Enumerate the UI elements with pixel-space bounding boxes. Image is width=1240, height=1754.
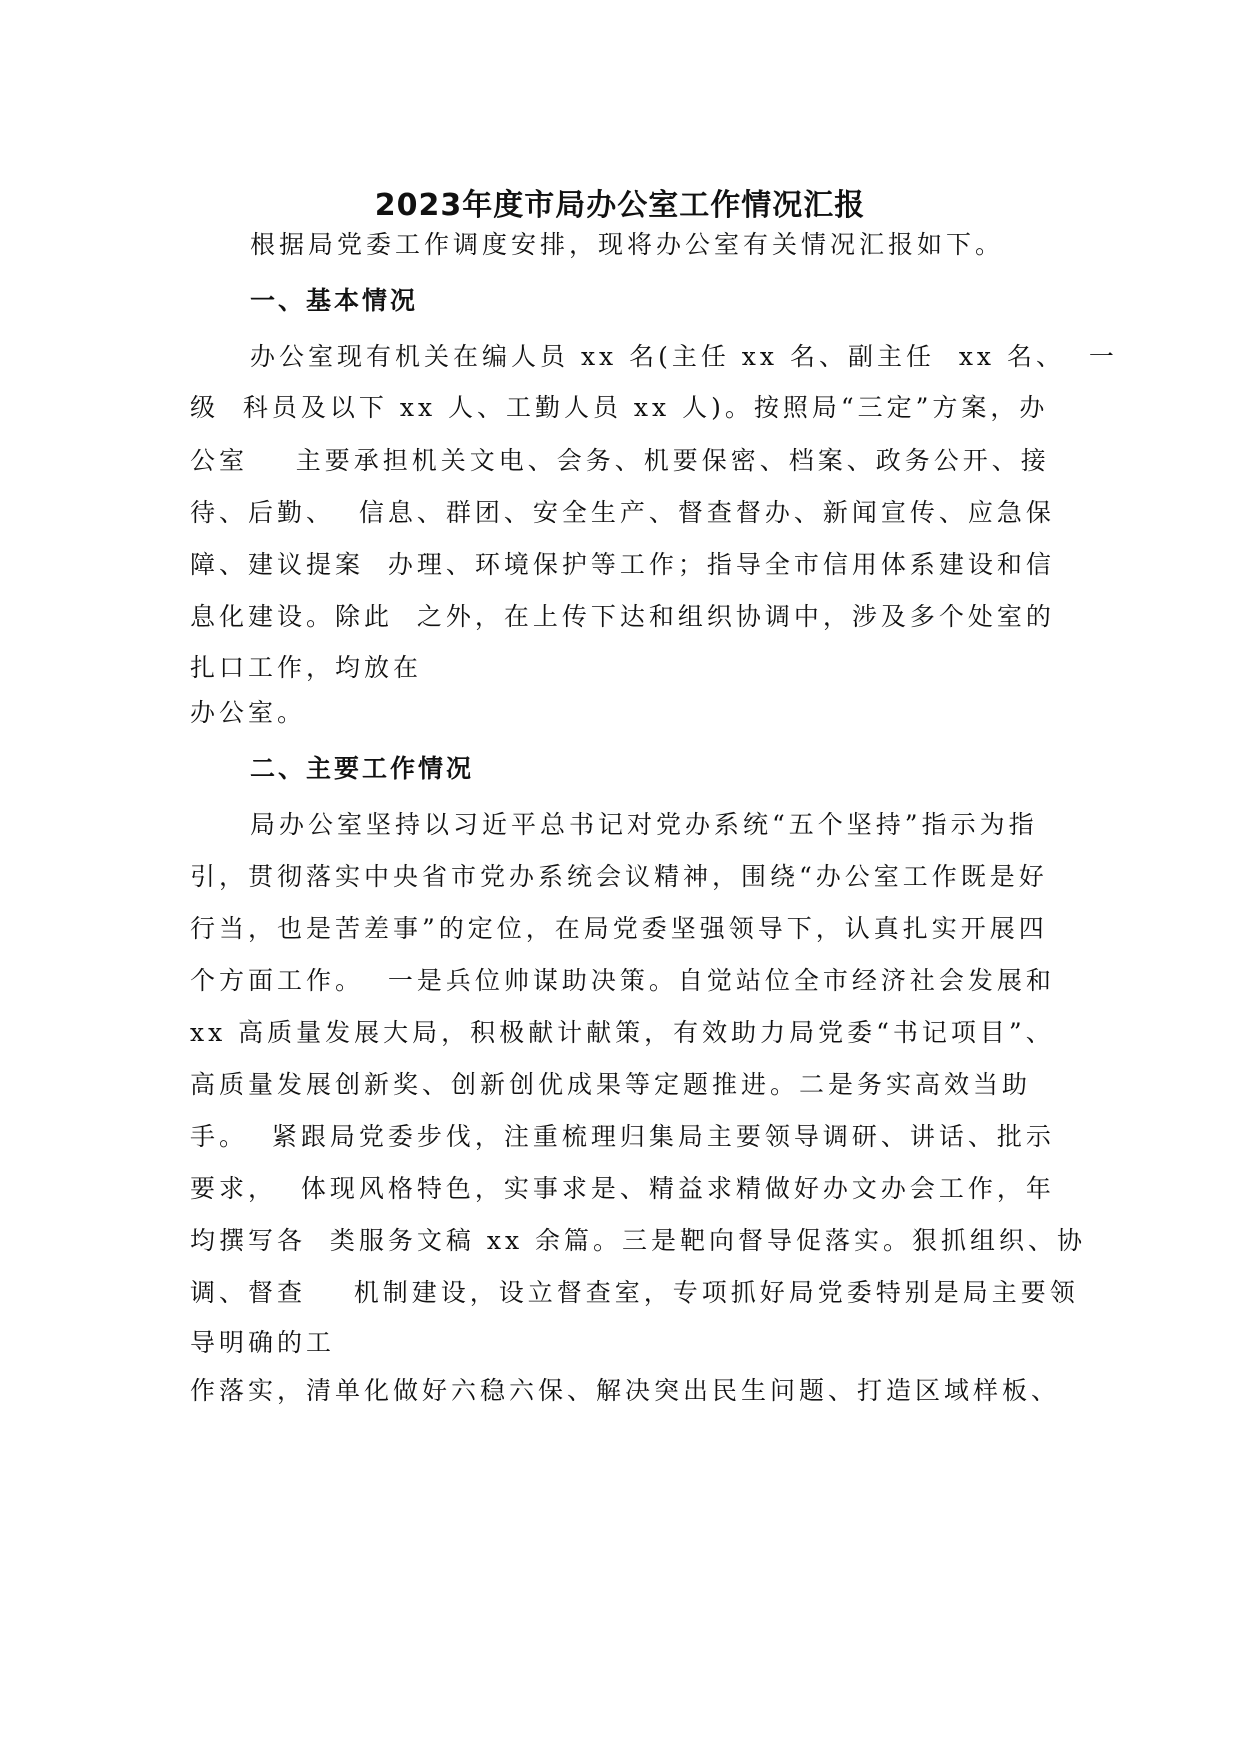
- paragraph-line: 引，贯彻落实中央省市党办系统会议精神，围绕“办公室工作既是好: [190, 862, 1048, 891]
- paragraph-line: 办公室现有机关在编人员 xx 名(主任 xx 名、副主任 xx 名、 一: [250, 342, 1118, 371]
- paragraph-line: 局办公室坚持以习近平总书记对党办系统“五个坚持”指示为指: [250, 810, 1038, 839]
- paragraph-line: 障、建议提案 办理、环境保护等工作；指导全市信用体系建设和信: [190, 550, 1055, 579]
- section-heading-basic: 一、基本情况: [250, 286, 419, 315]
- paragraph-line: 调、督查 机制建设，设立督查室，专项抓好局党委特别是局主要领: [190, 1278, 1079, 1307]
- section-heading-main-work: 二、主要工作情况: [250, 754, 475, 783]
- paragraph-line: 均撰写各 类服务文稿 xx 余篇。三是靶向督导促落实。狠抓组织、协: [190, 1226, 1086, 1255]
- document-title: 2023年度市局办公室工作情况汇报: [374, 188, 866, 223]
- paragraph-line: 行当，也是苦差事”的定位，在局党委坚强领导下，认真扎实开展四: [190, 914, 1048, 943]
- paragraph-line: 作落实，清单化做好六稳六保、解决突出民生问题、打造区域样板、: [190, 1376, 1061, 1405]
- paragraph-line: 手。 紧跟局党委步伐，注重梳理归集局主要领导调研、讲话、批示: [190, 1122, 1055, 1151]
- paragraph-line: xx 高质量发展大局，积极献计献策，有效助力局党委“书记项目”、: [190, 1018, 1055, 1047]
- intro-paragraph: 根据局党委工作调度安排，现将办公室有关情况汇报如下。: [250, 230, 1005, 259]
- paragraph-line: 高质量发展创新奖、创新创优成果等定题推进。二是务实高效当助: [190, 1070, 1032, 1099]
- paragraph-line: 扎口工作，均放在: [190, 653, 423, 682]
- paragraph-line: 待、后勤、 信息、群团、安全生产、督查督办、新闻宣传、应急保: [190, 498, 1055, 527]
- paragraph-line: 公室 主要承担机关文电、会务、机要保密、档案、政务公开、接: [190, 446, 1050, 475]
- paragraph-line: 息化建设。除此 之外，在上传下达和组织协调中，涉及多个处室的: [190, 602, 1055, 631]
- paragraph-line: 要求， 体现风格特色，实事求是、精益求精做好办文办会工作，年: [190, 1174, 1055, 1203]
- paragraph-line: 办公室。: [190, 698, 307, 727]
- paragraph-line: 个方面工作。 一是兵位帅谋助决策。自觉站位全市经济社会发展和: [190, 966, 1055, 995]
- paragraph-line: 导明确的工: [190, 1328, 336, 1357]
- paragraph-line: 级 科员及以下 xx 人、工勤人员 xx 人)。按照局“三定”方案，办: [190, 393, 1049, 422]
